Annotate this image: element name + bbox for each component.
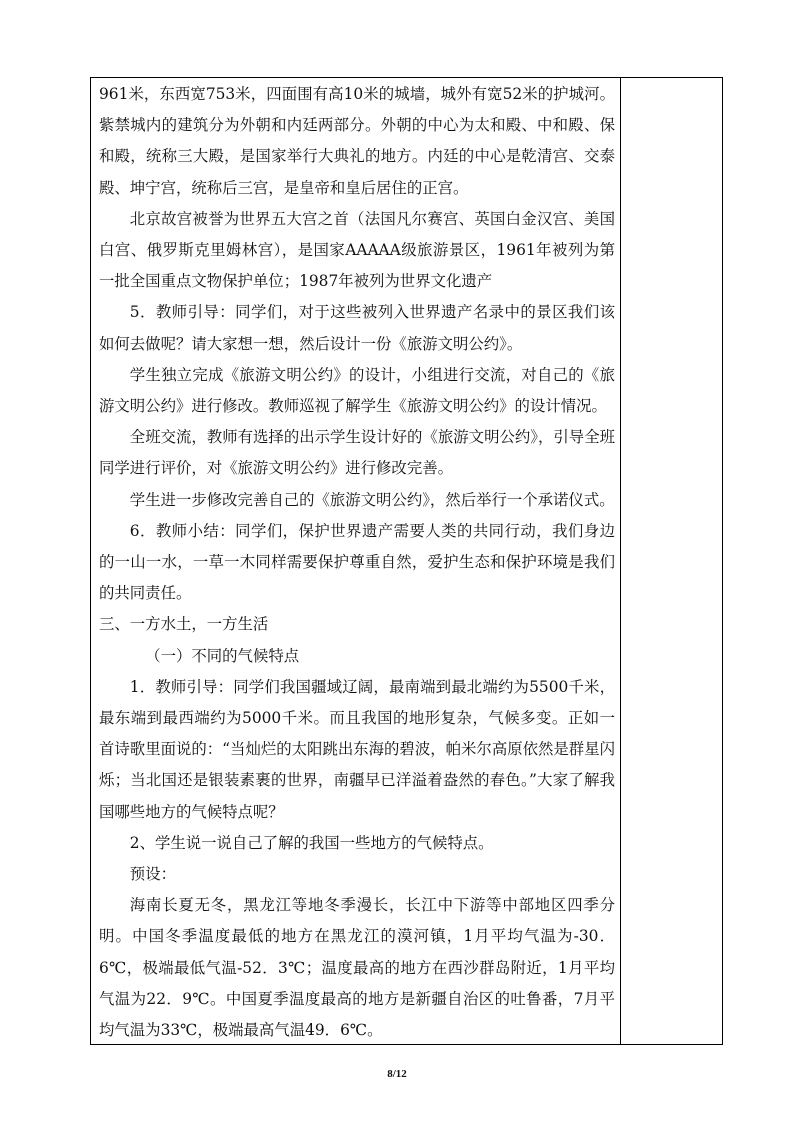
- paragraph-student-design: 学生独立完成《旅游文明公约》的设计，小组进行交流，对自己的《旅游文明公约》进行修改。教师巡视了解学生《旅游文明公约》的设计情况。: [99, 365, 615, 416]
- paragraph-forbidden-city-layout: 961米，东西宽753米，四面围有高10米的城墙，城外有宽52米的护城河。紫禁城内的建筑分为外朝和内廷两部分。外朝的中心为太和殿、中和殿、保和殿，统称三大殿，是国家举行大典礼的地方。内廷的中心是乾清宫、交泰殿、坤宁宫，统称后三宫，是皇帝和皇后居住的正宫。: [99, 85, 615, 197]
- column-divider: [620, 78, 621, 1044]
- paragraph-student-talk-2: 2、学生说一说自己了解的我国一些地方的气候特点。: [129, 833, 494, 852]
- section-heading-3: 三、一方水土，一方生活: [99, 615, 269, 634]
- lesson-table: [90, 77, 723, 1045]
- paragraph-teacher-guide-5: 5．教师引导：同学们，对于这些被列入世界遗产名录中的景区我们该如何去做呢？请大家想一想，然后设计一份《旅游文明公约》。: [99, 303, 615, 353]
- paragraph-class-exchange: 全班交流，教师有选择的出示学生设计好的《旅游文明公约》，引导全班同学进行评价，对《旅游文明公约》进行修改完善。: [99, 428, 615, 478]
- lesson-content: [99, 79, 615, 1046]
- paragraph-teacher-summary-6: 6．教师小结：同学们，保护世界遗产需要人类的共同行动，我们身边的一山一水，一草一木同样需要保护尊重自然，爱护生态和保护环境是我们的共同责任。: [99, 521, 615, 603]
- paragraph-climate-facts: 海南长夏无冬，黑龙江等地冬季漫长，长江中下游等中部地区四季分明。中国冬季温度最低的地方在黑龙江的漠河镇，1月平均气温为-30．6℃，极端最低气温-52．3℃；温度最高的地方在西沙群岛附近，1月平均气温为22．9℃。中国夏季温度最高的地方是新疆自治区的吐鲁番，7月平均气温为33℃，极端最高气温49．6℃。: [99, 896, 615, 1040]
- page-number: 8/12: [387, 1068, 407, 1080]
- paragraph-preset-label: 预设：: [129, 865, 176, 884]
- paragraph-commitment-ceremony: 学生进一步修改完善自己的《旅游文明公约》，然后举行一个承诺仪式。: [129, 490, 615, 509]
- paragraph-teacher-guide-1: 1．教师引导：同学们我国疆域辽阔，最南端到最北端约为5500千米，最东端到最西端约为5000千米。而且我国的地形复杂，气候多变。正如一首诗歌里面说的：“当灿烂的太阳跳出东海的碧波，帕米尔高原依然是群星闪烁；当北国还是银装素裹的世界，南疆早已洋溢着盎然的春色。”大家了解我国哪些地方的气候特点呢？: [99, 677, 615, 821]
- paragraph-palace-museum-honors: 北京故宫被誉为世界五大宫之首（法国凡尔赛宫、英国白金汉宫、美国白宫、俄罗斯克里姆林宫），是国家AAAAA级旅游景区，1961年被列为第一批全国重点文物保护单位；1987年被列为世界文化遗产: [99, 209, 615, 291]
- subsection-heading-1: （一）不同的气候特点: [145, 646, 300, 665]
